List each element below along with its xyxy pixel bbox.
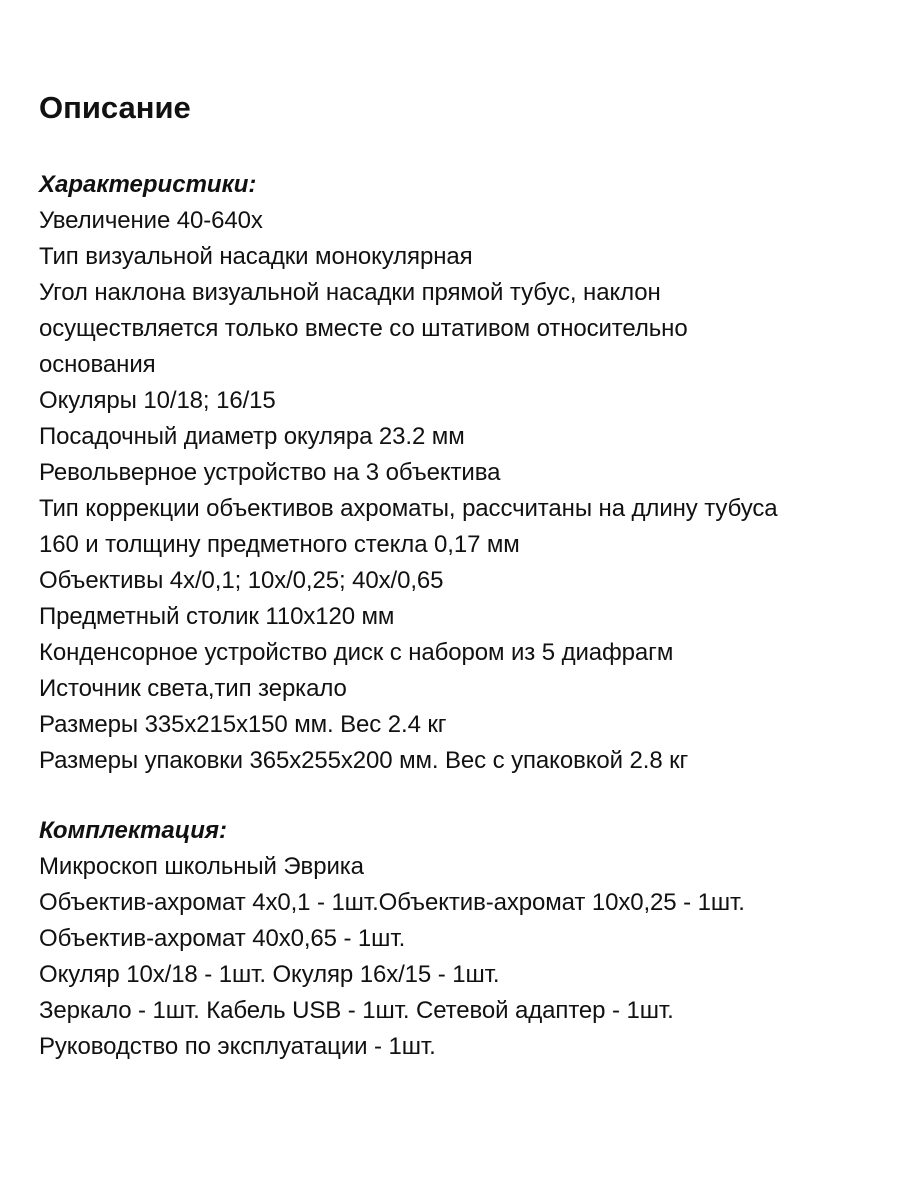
spec-line: Револьверное устройство на 3 объектива [39, 459, 501, 486]
spec-line: Окуляры 10/18; 16/15 [39, 387, 276, 414]
spec-line: Размеры упаковки 365x255x200 мм. Вес с упаковкой 2.8 кг [39, 747, 689, 774]
kit-line: Объектив-ахромат 40x0,65 - 1шт. [39, 925, 406, 952]
kit-section [39, 813, 889, 1065]
spec-line: Размеры 335x215x150 мм. Вес 2.4 кг [39, 711, 447, 738]
kit-line: Микроскоп школьный Эврика [39, 853, 364, 880]
kit-list [39, 849, 889, 1065]
specs-section [39, 167, 889, 779]
specs-list [39, 203, 889, 779]
specs-heading: Характеристики: [39, 171, 257, 198]
spec-line: 160 и толщину предметного стекла 0,17 мм [39, 531, 520, 558]
spec-line: Посадочный диаметр окуляра 23.2 мм [39, 423, 465, 450]
kit-line: Зеркало - 1шт. Кабель USB - 1шт. Сетевой адаптер - 1шт. [39, 997, 674, 1024]
spec-line: Объективы 4x/0,1; 10x/0,25; 40x/0,65 [39, 567, 444, 594]
spec-line: осуществляется только вместе со штативом относительно [39, 315, 688, 342]
spec-line: Тип визуальной насадки монокулярная [39, 243, 473, 270]
spec-line: основания [39, 351, 156, 378]
page-title: Описание [39, 90, 191, 125]
spec-line: Увеличение 40-640x [39, 207, 263, 234]
spec-line: Предметный столик 110x120 мм [39, 603, 395, 630]
spec-line: Тип коррекции объективов ахроматы, рассчитаны на длину тубуса [39, 495, 778, 522]
kit-line: Руководство по эксплуатации - 1шт. [39, 1033, 436, 1060]
spec-line: Угол наклона визуальной насадки прямой тубус, наклон [39, 279, 661, 306]
kit-line: Окуляр 10x/18 - 1шт. Окуляр 16x/15 - 1шт. [39, 961, 500, 988]
spec-line: Источник света,тип зеркало [39, 675, 347, 702]
kit-heading: Комплектация: [39, 817, 228, 844]
kit-line: Объектив-ахромат 4x0,1 - 1шт.Объектив-ахромат 10x0,25 - 1шт. [39, 889, 745, 916]
spec-line: Конденсорное устройство диск с набором из 5 диафрагм [39, 639, 674, 666]
